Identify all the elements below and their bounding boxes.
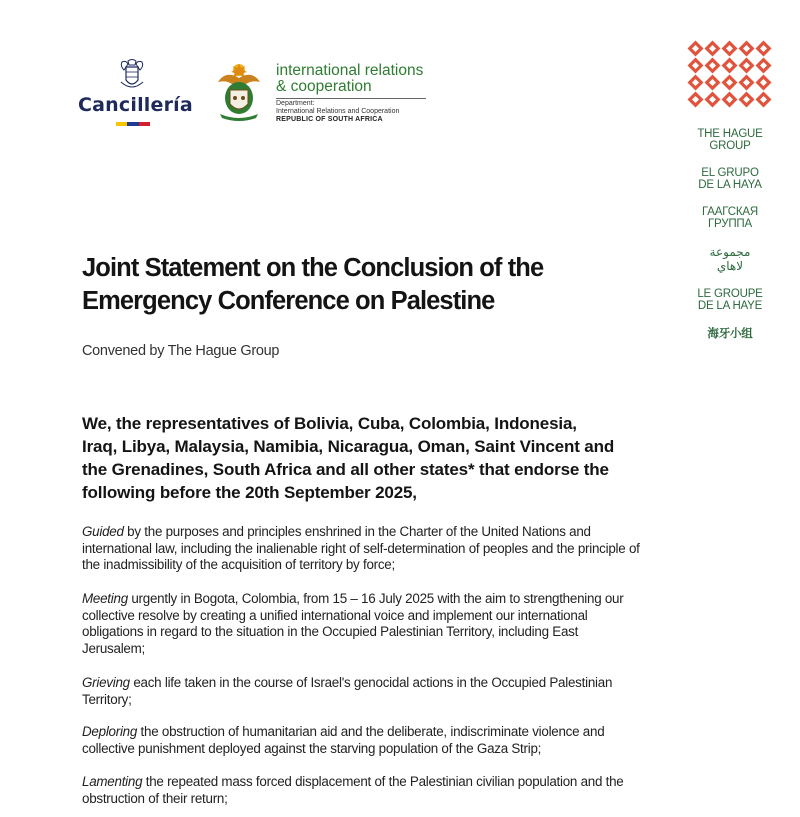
clause-text: obligations in regard to the situation in the Occupied Palestinian Territory, including East	[82, 624, 579, 640]
clause-lamenting	[82, 774, 657, 807]
dirco-title-line2: & cooperation	[276, 78, 372, 95]
clause-deploring	[82, 724, 657, 757]
hague-name-fr-line1: LE GROUPE	[697, 288, 763, 300]
hague-name-ar	[680, 245, 780, 273]
document-subtitle: Convened by The Hague Group	[82, 343, 280, 359]
hague-name-zh-line1: 海牙小组	[707, 326, 753, 340]
hague-group-logo	[680, 40, 780, 354]
hague-name-es-line2: DE LA HAYA	[698, 179, 762, 191]
hague-name-ar-line2: لاهاي	[716, 259, 744, 273]
preamble-line: the Grenadines, South Africa and all other states* that endorse the	[82, 460, 609, 479]
clause-text: urgently in Bogota, Colombia, from 15 – 16 July 2025 with the aim to strengthening our	[127, 591, 624, 606]
cancilleria-wordmark: Cancillería	[78, 94, 193, 116]
hague-name-es-line1: EL GRUPO	[701, 167, 759, 179]
hague-name-ar-line1: مجموعة	[709, 245, 751, 259]
colombia-coat-of-arms-icon	[118, 58, 146, 92]
dirco-title-line1: international relations	[276, 62, 424, 79]
clause-lead: Grieving	[82, 675, 130, 690]
preamble-line: following before the 20th September 2025,	[82, 483, 417, 502]
clause-lead: Lamenting	[82, 774, 143, 789]
clause-text: each life taken in the course of Israel's genocidal actions in the Occupied Palestinian	[129, 675, 613, 690]
hague-name-ru	[680, 206, 780, 230]
hague-group-pattern-icon	[687, 40, 773, 108]
hague-name-en-line2: GROUP	[709, 140, 751, 152]
clause-text: Territory;	[82, 691, 132, 707]
clause-text: collective resolve by creating a unified international voice and implement our international	[82, 607, 588, 623]
hague-name-fr	[680, 288, 780, 312]
clause-lead: Deploring	[82, 724, 138, 739]
colombia-flag-stripe	[116, 122, 150, 126]
document-title	[82, 252, 672, 318]
clause-text: the inadmissibility of the acquisition of territory by force;	[82, 557, 395, 573]
clause-text: the repeated mass forced displacement of the Palestinian civilian population and the	[142, 774, 624, 789]
preamble-line: We, the representatives of Bolivia, Cuba, Colombia, Indonesia,	[82, 414, 577, 433]
hague-name-zh	[680, 327, 780, 339]
dirco-logo	[212, 58, 442, 130]
title-line-2: Emergency Conference on Palestine	[82, 287, 495, 315]
clause-text: Jerusalem;	[82, 641, 145, 657]
dirco-dept-name: International Relations and Cooperation	[276, 108, 400, 115]
hague-name-ru-line2: ГРУППА	[708, 218, 752, 230]
clause-text: by the purposes and principles enshrined in the Charter of the United Nations and	[123, 524, 591, 539]
hague-name-en-line1: THE HAGUE	[697, 128, 763, 140]
hague-name-ru-line1: ГААГСКАЯ	[702, 206, 758, 218]
clause-text: obstruction of their return;	[82, 790, 228, 806]
title-line-1: Joint Statement on the Conclusion of the	[82, 254, 544, 282]
hague-name-fr-line2: DE LA HAYE	[697, 300, 763, 312]
clause-text: collective punishment deployed against the starving population of the Gaza Strip;	[82, 740, 542, 756]
clause-grieving	[82, 675, 657, 708]
clause-lead: Meeting	[82, 591, 128, 606]
clause-text: the obstruction of humanitarian aid and the deliberate, indiscriminate violence and	[137, 724, 605, 739]
clause-lead: Guided	[82, 524, 124, 539]
south-africa-coat-of-arms-icon	[212, 60, 266, 124]
dirco-dept-label: Department:	[276, 100, 315, 107]
hague-name-es	[680, 167, 780, 191]
clause-guided	[82, 524, 657, 574]
clause-meeting	[82, 591, 657, 658]
hague-name-en	[680, 128, 780, 152]
dirco-divider	[276, 98, 426, 99]
preamble-line: Iraq, Libya, Malaysia, Namibia, Nicaragua, Oman, Saint Vincent and	[82, 437, 615, 456]
dirco-country: REPUBLIC OF SOUTH AFRICA	[276, 116, 383, 123]
clause-text: international law, including the inalienable right of self-determination of peoples and the principle of	[82, 540, 640, 556]
preamble-paragraph	[82, 412, 662, 504]
cancilleria-logo	[78, 58, 193, 128]
